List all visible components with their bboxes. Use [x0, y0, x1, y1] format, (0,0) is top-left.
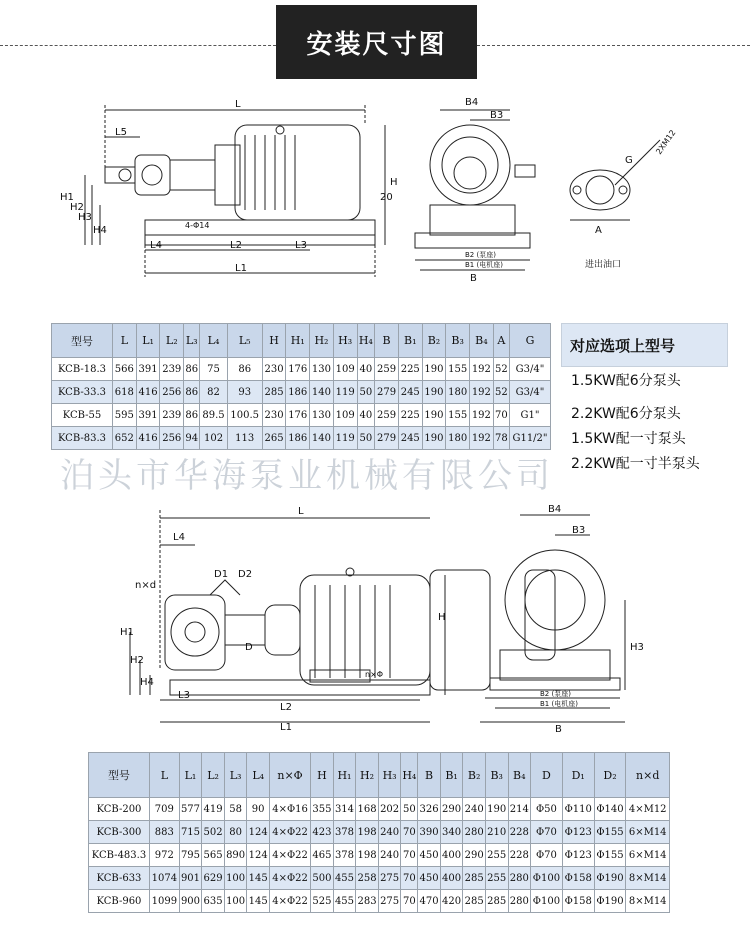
cell: G3/4" [510, 358, 551, 381]
col-header: B₃ [446, 324, 470, 358]
col-header: L₁ [179, 753, 202, 798]
cell: 618 [113, 381, 137, 404]
cell: 230 [262, 404, 286, 427]
cell: 228 [508, 821, 531, 844]
cell: 280 [508, 890, 531, 913]
table-row [52, 427, 551, 450]
cell: G1" [510, 404, 551, 427]
cell: 100 [224, 890, 247, 913]
cell: 883 [150, 821, 180, 844]
cell: 86 [227, 358, 262, 381]
cell: 89.5 [200, 404, 227, 427]
cell: 192 [470, 404, 494, 427]
cell: Φ50 [531, 798, 563, 821]
cell: 192 [470, 427, 494, 450]
col-header: H₄ [357, 324, 375, 358]
table-row [89, 844, 670, 867]
cell: 70 [401, 867, 418, 890]
cell: 240 [378, 821, 401, 844]
cell: 225 [398, 404, 422, 427]
divider-left [0, 45, 276, 46]
cell: 124 [247, 821, 270, 844]
section-title: 安装尺寸图 [276, 5, 477, 79]
cell: 86 [184, 358, 200, 381]
cell: Φ123 [562, 844, 594, 867]
cell: Φ100 [531, 867, 563, 890]
svg-text:D2: D2 [238, 569, 253, 580]
cell: Φ70 [531, 821, 563, 844]
col-header: L₃ [224, 753, 247, 798]
table-row [52, 358, 551, 381]
cell: 198 [356, 844, 379, 867]
svg-text:B4: B4 [548, 504, 562, 515]
col-header: L [113, 324, 137, 358]
col-header: H₃ [333, 324, 357, 358]
cell: 378 [333, 844, 356, 867]
cell: 280 [508, 867, 531, 890]
svg-text:L3: L3 [178, 690, 190, 701]
cell: 40 [357, 358, 375, 381]
spec-table-large [88, 752, 670, 913]
col-header: D₂ [594, 753, 626, 798]
cell: Φ158 [562, 867, 594, 890]
cell: 140 [310, 381, 334, 404]
svg-text:H1: H1 [60, 192, 74, 203]
svg-text:4-Φ14: 4-Φ14 [185, 221, 210, 230]
cell: 70 [401, 890, 418, 913]
cell: G11/2" [510, 427, 551, 450]
cell: 565 [202, 844, 225, 867]
col-header: B₄ [508, 753, 531, 798]
cell: KCB-300 [89, 821, 150, 844]
cell: 78 [493, 427, 509, 450]
col-header: H [262, 324, 286, 358]
svg-text:L3: L3 [295, 240, 307, 251]
cell: KCB-83.3 [52, 427, 113, 450]
cell: 391 [136, 404, 160, 427]
cell: G3/4" [510, 381, 551, 404]
option-item: 2.2KW配一寸半泵头 [571, 455, 700, 472]
cell: 4×Φ22 [269, 844, 310, 867]
cell: 595 [113, 404, 137, 427]
table-row [89, 821, 670, 844]
cell: 279 [375, 381, 399, 404]
col-header: L₄ [247, 753, 270, 798]
cell: 100.5 [227, 404, 262, 427]
cell: 239 [160, 404, 184, 427]
cell: 279 [375, 427, 399, 450]
cell: 240 [463, 798, 486, 821]
cell: 240 [378, 844, 401, 867]
cell: 275 [378, 867, 401, 890]
col-header: B₂ [422, 324, 446, 358]
cell: Φ70 [531, 844, 563, 867]
cell: 80 [224, 821, 247, 844]
cell: 113 [227, 427, 262, 450]
svg-text:L2: L2 [230, 240, 242, 251]
cell: 6×M14 [626, 844, 670, 867]
col-header: B [375, 324, 399, 358]
cell: 400 [440, 844, 463, 867]
svg-text:L2: L2 [280, 702, 292, 713]
cell: 420 [440, 890, 463, 913]
col-header: A [493, 324, 509, 358]
cell: 192 [470, 381, 494, 404]
divider-right [477, 45, 750, 46]
svg-text:B1 (电机座): B1 (电机座) [465, 261, 503, 269]
col-header: L₃ [184, 324, 200, 358]
cell: 525 [311, 890, 334, 913]
cell: 176 [286, 404, 310, 427]
cell: Φ190 [594, 890, 626, 913]
option-item: 1.5KW配一寸泵头 [571, 430, 686, 447]
svg-text:B: B [555, 724, 562, 735]
cell: Φ155 [594, 821, 626, 844]
cell: 255 [485, 867, 508, 890]
svg-text:B2 (泵座): B2 (泵座) [540, 690, 571, 698]
cell: 168 [356, 798, 379, 821]
cell: 500 [311, 867, 334, 890]
svg-text:H2: H2 [130, 655, 144, 666]
svg-text:L1: L1 [235, 263, 247, 274]
cell: 285 [463, 867, 486, 890]
cell: 355 [311, 798, 334, 821]
cell: 502 [202, 821, 225, 844]
cell: 890 [224, 844, 247, 867]
cell: 180 [446, 427, 470, 450]
cell: 1074 [150, 867, 180, 890]
cell: 972 [150, 844, 180, 867]
col-header: n×Φ [269, 753, 310, 798]
cell: 450 [418, 844, 441, 867]
cell: KCB-18.3 [52, 358, 113, 381]
cell: Φ140 [594, 798, 626, 821]
cell: 280 [463, 821, 486, 844]
cell: 265 [262, 427, 286, 450]
cell: 94 [184, 427, 200, 450]
cell: 290 [440, 798, 463, 821]
cell: 629 [202, 867, 225, 890]
table-row [89, 890, 670, 913]
svg-text:20: 20 [380, 192, 393, 203]
cell: 82 [200, 381, 227, 404]
cell: 416 [136, 427, 160, 450]
cell: 176 [286, 358, 310, 381]
svg-text:D: D [245, 642, 253, 653]
col-header: D₁ [562, 753, 594, 798]
cell: 4×Φ22 [269, 867, 310, 890]
cell: 109 [333, 404, 357, 427]
table-row [89, 867, 670, 890]
cell: 450 [418, 867, 441, 890]
cell: Φ100 [531, 890, 563, 913]
cell: 190 [422, 427, 446, 450]
cell: 58 [224, 798, 247, 821]
cell: 119 [333, 381, 357, 404]
cell: 455 [333, 867, 356, 890]
cell: 119 [333, 427, 357, 450]
cell: KCB-633 [89, 867, 150, 890]
cell: 210 [485, 821, 508, 844]
cell: 190 [422, 381, 446, 404]
cell: 635 [202, 890, 225, 913]
cell: 378 [333, 821, 356, 844]
table-row [89, 798, 670, 821]
cell: 8×M14 [626, 890, 670, 913]
cell: 285 [463, 890, 486, 913]
cell: 795 [179, 844, 202, 867]
table-row [52, 404, 551, 427]
cell: 900 [179, 890, 202, 913]
company-watermark: 泊头市华海泵业机械有限公司 [60, 456, 554, 496]
cell: 155 [446, 404, 470, 427]
cell: 40 [357, 404, 375, 427]
col-header: L₄ [200, 324, 227, 358]
pump-drawing-large [100, 500, 700, 745]
svg-text:2XM12: 2XM12 [654, 128, 678, 157]
cell: 52 [493, 381, 509, 404]
svg-text:进出油口: 进出油口 [585, 260, 622, 270]
pump-drawing-small [40, 85, 730, 300]
cell: Φ190 [594, 867, 626, 890]
svg-text:B1 (电机座): B1 (电机座) [540, 700, 578, 708]
table-row [52, 381, 551, 404]
cell: 419 [202, 798, 225, 821]
cell: 52 [493, 358, 509, 381]
cell: 577 [179, 798, 202, 821]
col-header: 型号 [52, 324, 113, 358]
col-header: L [150, 753, 180, 798]
cell: 255 [485, 844, 508, 867]
svg-text:B: B [470, 273, 477, 284]
cell: 198 [356, 821, 379, 844]
cell: 100 [224, 867, 247, 890]
svg-text:H3: H3 [630, 642, 644, 653]
col-header: B₁ [398, 324, 422, 358]
cell: 70 [401, 821, 418, 844]
cell: 155 [446, 358, 470, 381]
cell: 326 [418, 798, 441, 821]
option-item: 2.2KW配6分泵头 [571, 405, 681, 422]
cell: Φ158 [562, 890, 594, 913]
cell: 314 [333, 798, 356, 821]
cell: 256 [160, 381, 184, 404]
cell: 109 [333, 358, 357, 381]
spec-table-small [51, 323, 551, 450]
col-header: H₂ [356, 753, 379, 798]
svg-text:H3: H3 [78, 212, 92, 223]
cell: 470 [418, 890, 441, 913]
cell: 140 [310, 427, 334, 450]
cell: 285 [262, 381, 286, 404]
svg-text:B2 (泵座): B2 (泵座) [465, 251, 496, 259]
cell: 275 [378, 890, 401, 913]
svg-text:B3: B3 [572, 525, 586, 536]
cell: 715 [179, 821, 202, 844]
cell: 190 [485, 798, 508, 821]
cell: KCB-200 [89, 798, 150, 821]
options-header: 对应选项上型号 [561, 323, 728, 367]
svg-text:H4: H4 [93, 225, 107, 236]
cell: 259 [375, 358, 399, 381]
cell: 283 [356, 890, 379, 913]
svg-text:H4: H4 [140, 677, 154, 688]
cell: 145 [247, 867, 270, 890]
cell: KCB-483.3 [89, 844, 150, 867]
cell: 245 [398, 427, 422, 450]
cell: 202 [378, 798, 401, 821]
svg-text:H2: H2 [70, 202, 84, 213]
cell: 50 [401, 798, 418, 821]
cell: 130 [310, 404, 334, 427]
option-item: 1.5KW配6分泵头 [571, 372, 681, 389]
svg-text:H1: H1 [120, 627, 134, 638]
cell: 455 [333, 890, 356, 913]
cell: 4×Φ22 [269, 890, 310, 913]
col-header: H₂ [310, 324, 334, 358]
cell: 124 [247, 844, 270, 867]
cell: 423 [311, 821, 334, 844]
col-header: B₂ [463, 753, 486, 798]
cell: 50 [357, 381, 375, 404]
col-header: L₅ [227, 324, 262, 358]
cell: 75 [200, 358, 227, 381]
cell: 86 [184, 404, 200, 427]
col-header: L₁ [136, 324, 160, 358]
cell: 228 [508, 844, 531, 867]
cell: 340 [440, 821, 463, 844]
cell: 290 [463, 844, 486, 867]
cell: 6×M14 [626, 821, 670, 844]
cell: 709 [150, 798, 180, 821]
svg-text:A: A [595, 225, 602, 236]
cell: 186 [286, 381, 310, 404]
cell: 180 [446, 381, 470, 404]
cell: 86 [184, 381, 200, 404]
cell: 256 [160, 427, 184, 450]
svg-text:L4: L4 [150, 240, 162, 251]
cell: 8×M14 [626, 867, 670, 890]
cell: 192 [470, 358, 494, 381]
col-header: B [418, 753, 441, 798]
svg-text:L5: L5 [115, 127, 127, 138]
cell: 239 [160, 358, 184, 381]
svg-text:L: L [235, 99, 241, 110]
col-header: H [311, 753, 334, 798]
svg-text:n×d: n×d [135, 580, 157, 591]
cell: 130 [310, 358, 334, 381]
cell: 4×M12 [626, 798, 670, 821]
cell: 259 [375, 404, 399, 427]
col-header: n×d [626, 753, 670, 798]
svg-text:D1: D1 [214, 569, 229, 580]
svg-text:L1: L1 [280, 722, 292, 733]
cell: Φ155 [594, 844, 626, 867]
cell: 70 [493, 404, 509, 427]
col-header: H₃ [378, 753, 401, 798]
svg-text:L4: L4 [173, 532, 185, 543]
svg-text:L: L [298, 506, 304, 517]
cell: 90 [247, 798, 270, 821]
cell: 652 [113, 427, 137, 450]
col-header: L₂ [202, 753, 225, 798]
svg-text:H: H [390, 177, 398, 188]
cell: 93 [227, 381, 262, 404]
col-header: B₄ [470, 324, 494, 358]
col-header: H₁ [286, 324, 310, 358]
cell: 145 [247, 890, 270, 913]
cell: KCB-960 [89, 890, 150, 913]
cell: 225 [398, 358, 422, 381]
cell: 230 [262, 358, 286, 381]
cell: 4×Φ22 [269, 821, 310, 844]
cell: Φ110 [562, 798, 594, 821]
col-header: L₂ [160, 324, 184, 358]
cell: KCB-33.3 [52, 381, 113, 404]
cell: 390 [418, 821, 441, 844]
cell: 566 [113, 358, 137, 381]
svg-text:B4: B4 [465, 97, 479, 108]
cell: 901 [179, 867, 202, 890]
cell: 245 [398, 381, 422, 404]
col-header: H₄ [401, 753, 418, 798]
cell: 391 [136, 358, 160, 381]
cell: 285 [485, 890, 508, 913]
cell: 190 [422, 358, 446, 381]
col-header: D [531, 753, 563, 798]
cell: 50 [357, 427, 375, 450]
svg-text:B3: B3 [490, 110, 504, 121]
col-header: B₃ [485, 753, 508, 798]
col-header: 型号 [89, 753, 150, 798]
cell: 214 [508, 798, 531, 821]
cell: Φ123 [562, 821, 594, 844]
cell: 400 [440, 867, 463, 890]
cell: KCB-55 [52, 404, 113, 427]
model-options [561, 323, 728, 475]
svg-text:n×Φ: n×Φ [365, 670, 384, 679]
cell: 4×Φ16 [269, 798, 310, 821]
cell: 186 [286, 427, 310, 450]
svg-text:G: G [625, 155, 633, 166]
cell: 70 [401, 844, 418, 867]
cell: 102 [200, 427, 227, 450]
cell: 416 [136, 381, 160, 404]
cell: 1099 [150, 890, 180, 913]
col-header: B₁ [440, 753, 463, 798]
cell: 465 [311, 844, 334, 867]
cell: 190 [422, 404, 446, 427]
svg-text:H: H [438, 612, 446, 623]
col-header: H₁ [333, 753, 356, 798]
col-header: G [510, 324, 551, 358]
cell: 258 [356, 867, 379, 890]
